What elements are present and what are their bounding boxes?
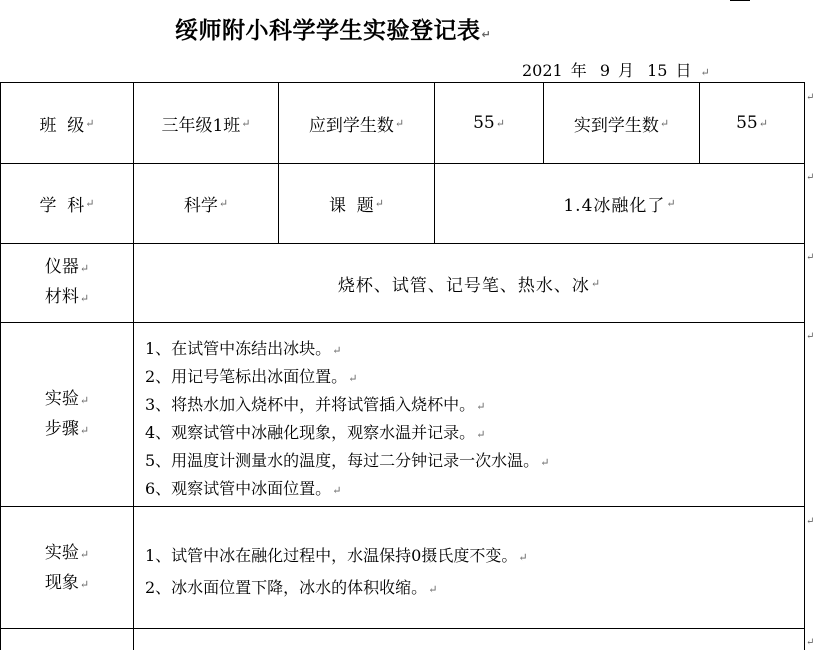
actual-count-label: 实到学生数 [573,115,659,136]
steps-label-line2: 步骤 [44,418,79,439]
date-month-unit: 月 [618,61,635,80]
row-end-mark: ↵ [806,637,815,648]
actual-count-value: 55 [736,113,758,133]
date-line [522,58,718,81]
step-text: 6、观察试管中冰面位置。 [145,479,332,498]
phenomena-label-line2: 现象 [44,573,79,593]
topic-value: 1.4冰融化了 [563,196,666,216]
expected-count-value: 55 [473,113,495,133]
paragraph-mark: ↵ [79,262,90,275]
paragraph-mark: ↵ [332,484,342,497]
list-item [145,541,528,573]
paragraph-mark: ↵ [394,116,405,130]
paragraph-mark: ↵ [758,116,768,130]
paragraph-mark: ↵ [518,551,528,564]
actual-count-label-cell [544,83,699,163]
paragraph-mark: ↵ [79,393,90,407]
date-day-unit: 日 [675,61,692,80]
date-day: 15 [647,61,668,80]
paragraph-mark: ↵ [540,456,550,469]
paragraph-mark: ↵ [428,583,438,596]
row-end-mark: ↵ [806,172,815,183]
phenomena-list [145,541,528,605]
subject-label-cell [1,164,133,243]
step-text: 3、将热水加入烧杯中，并将试管插入烧杯中。 [145,395,476,414]
row-end-mark: ↵ [806,331,815,342]
list-item [145,392,549,420]
materials-value-cell [134,244,804,322]
step-text: 5、用温度计测量水的温度，每过二分钟记录一次水温。 [145,451,540,470]
table-border-right [804,82,805,650]
phenomena-label-cell [1,507,133,628]
paragraph-mark: ↵ [85,116,95,130]
materials-value: 烧杯、试管、记号笔、热水、冰 [337,275,590,296]
date-year: 2021 [522,61,563,80]
list-item [145,364,549,392]
paragraph-mark: ↵ [590,276,601,290]
steps-list [145,336,549,504]
paragraph-mark: ↵ [476,428,486,441]
list-item [145,476,549,504]
list-item [145,573,528,605]
paragraph-mark: ↵ [79,578,90,591]
date-month: 9 [599,61,611,80]
paragraph-mark: ↵ [659,116,670,130]
subject-label: 学 科 [39,196,85,216]
step-text: 2、用记号笔标出冰面位置。 [145,367,348,386]
expected-count-label-cell [279,83,434,163]
expected-count-label: 应到学生数 [308,115,394,136]
phenomena-label-line1: 实验 [44,543,79,563]
materials-label-cell [1,244,133,322]
list-item [145,448,549,476]
topic-label-cell [279,164,434,243]
row-divider [0,628,805,629]
paragraph-mark: ↵ [79,423,90,437]
paragraph-mark: ↵ [85,197,95,210]
row-end-mark: ↵ [806,516,815,527]
materials-label-line1: 仪器 [44,257,79,277]
paragraph-mark: ↵ [218,197,229,210]
actual-count-value-cell [700,83,804,163]
topic-label: 课 题 [328,196,374,216]
list-item [145,336,549,364]
paragraph-mark: ↵ [332,344,342,357]
class-label-cell [1,83,133,163]
materials-label-line2: 材料 [44,287,79,307]
steps-label-line1: 实验 [44,388,79,409]
class-value-cell [134,83,278,163]
paragraph-mark: ↵ [476,400,486,413]
row-end-mark: ↵ [806,92,815,103]
expected-count-value-cell [435,83,543,163]
class-value: 三年级1班 [161,115,241,136]
subject-value: 科学 [183,196,218,216]
title-text: 绥师附小科学学生实验登记表 [175,18,481,44]
paragraph-mark: ↵ [700,66,710,79]
paragraph-mark: ↵ [241,116,251,130]
paragraph-mark: ↵ [348,372,358,385]
paragraph-mark: ↵ [666,197,676,210]
paragraph-mark: ↵ [79,548,90,561]
paragraph-mark: ↵ [374,197,385,210]
class-label: 班 级 [39,115,85,136]
paragraph-mark: ↵ [79,292,90,305]
subject-value-cell [134,164,278,243]
paragraph-mark: ↵ [481,28,492,41]
paragraph-mark: ↵ [495,116,505,130]
topic-value-cell [435,164,804,243]
list-item [145,420,549,448]
date-year-unit: 年 [570,61,587,80]
phenomenon-text: 2、冰水面位置下降，冰水的体积收缩。 [145,578,428,597]
row-end-mark: ↵ [806,252,815,263]
page-title [175,12,491,45]
top-edge-line [730,0,750,1]
step-text: 1、在试管中冻结出冰块。 [145,339,332,358]
step-text: 4、观察试管中冰融化现象，观察水温并记录。 [145,423,476,442]
phenomenon-text: 1、试管中冰在融化过程中，水温保持0摄氏度不变。 [145,546,518,565]
steps-label-cell [1,323,133,506]
